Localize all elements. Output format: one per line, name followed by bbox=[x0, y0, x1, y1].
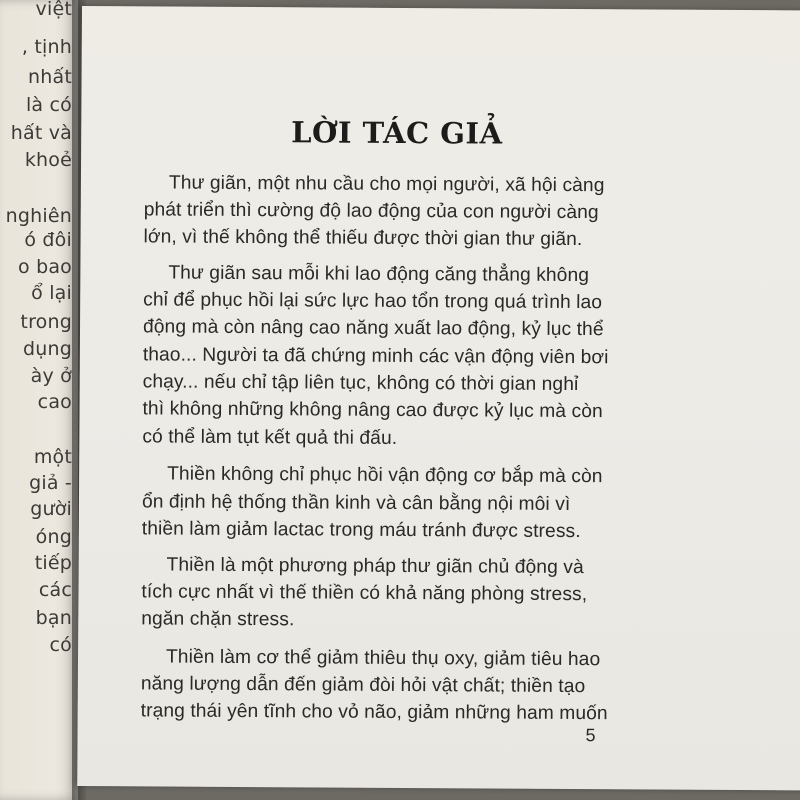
body-text-line: Thiền không chỉ phục hồi vận động cơ bắp mà còn bbox=[167, 463, 603, 488]
left-page-line: gười bbox=[30, 498, 72, 520]
book-page bbox=[77, 6, 800, 791]
body-text-line: tích cực nhất vì thế thiền có khả năng phòng stress, bbox=[141, 581, 588, 606]
left-page-line: là có bbox=[25, 94, 72, 116]
left-page-line: dụng bbox=[22, 338, 72, 360]
left-page-line: ày ở bbox=[30, 365, 72, 387]
left-page-line: ó đôi bbox=[24, 229, 72, 251]
left-page-line: việt bbox=[35, 0, 72, 20]
body-text-line: thiền làm giảm lactac trong máu tránh được stress. bbox=[141, 518, 581, 543]
body-text-line: ổn định hệ thống thần kinh và cân bằng nội môi vì bbox=[141, 491, 571, 515]
left-page-line: , tịnh bbox=[21, 36, 72, 58]
body-text-line: Thiền là một phương pháp thư giãn chủ động và bbox=[166, 554, 584, 579]
page-number: 5 bbox=[585, 725, 596, 746]
body-text-line: chạy... nếu chỉ tập liên tục, không có thời gian nghỉ bbox=[142, 371, 579, 396]
left-page-line: hất và bbox=[10, 122, 72, 144]
left-page-line: các bbox=[38, 579, 72, 601]
page-title: LỜI TÁC GIẢ bbox=[291, 115, 503, 151]
body-text-line: Thiền làm cơ thể giảm thiêu thụ oxy, giảm tiêu hao bbox=[165, 646, 601, 671]
left-facing-page bbox=[0, 0, 78, 800]
body-text-line: Thư giãn, một nhu cầu cho mọi người, xã hội càng bbox=[168, 172, 605, 197]
body-text-line: phát triển thì cường độ lao động của con người càng bbox=[143, 199, 599, 224]
left-page-line: trong bbox=[20, 311, 72, 333]
body-text-line: Thư giãn sau mỗi khi lao động căng thẳng không bbox=[168, 262, 590, 287]
left-page-line: khoẻ bbox=[24, 149, 72, 171]
body-text-line: thì không những không nâng cao được kỷ lục mà còn bbox=[142, 398, 603, 423]
left-page-line: o bao bbox=[18, 256, 72, 278]
left-page-line: nghiên bbox=[5, 205, 72, 227]
left-page-line: bạn bbox=[35, 607, 72, 629]
left-page-line: cao bbox=[37, 391, 72, 413]
left-page-line: có bbox=[49, 634, 72, 656]
left-page-line: óng bbox=[35, 526, 72, 548]
body-text-line: chỉ để phục hồi lại sức lực hao tổn trong quá trình lao bbox=[143, 289, 603, 314]
left-page-line: giả - bbox=[29, 472, 72, 494]
body-text-line: trạng thái yên tĩnh cho vỏ não, giảm những ham muốn bbox=[140, 700, 608, 725]
body-text-line: lớn, vì thế không thể thiếu được thời gian thư giãn. bbox=[143, 226, 583, 251]
body-text-line: thao... Người ta đã chứng minh các vận động viên bơi bbox=[142, 344, 609, 369]
body-text-line: ngăn chặn stress. bbox=[141, 608, 295, 631]
left-page-line: một bbox=[33, 446, 72, 468]
body-text-line: năng lượng dẫn đến giảm đòi hỏi vật chất; thiền tạo bbox=[140, 673, 586, 698]
left-page-line: tiếp bbox=[34, 552, 72, 574]
body-text-line: có thể làm tụt kết quả thi đấu. bbox=[142, 426, 398, 449]
left-page-line: ổ lại bbox=[31, 282, 72, 304]
body-text-line: động mà còn nâng cao năng xuất lao động, kỷ lục thể bbox=[142, 316, 604, 341]
left-page-line: nhất bbox=[28, 66, 72, 88]
